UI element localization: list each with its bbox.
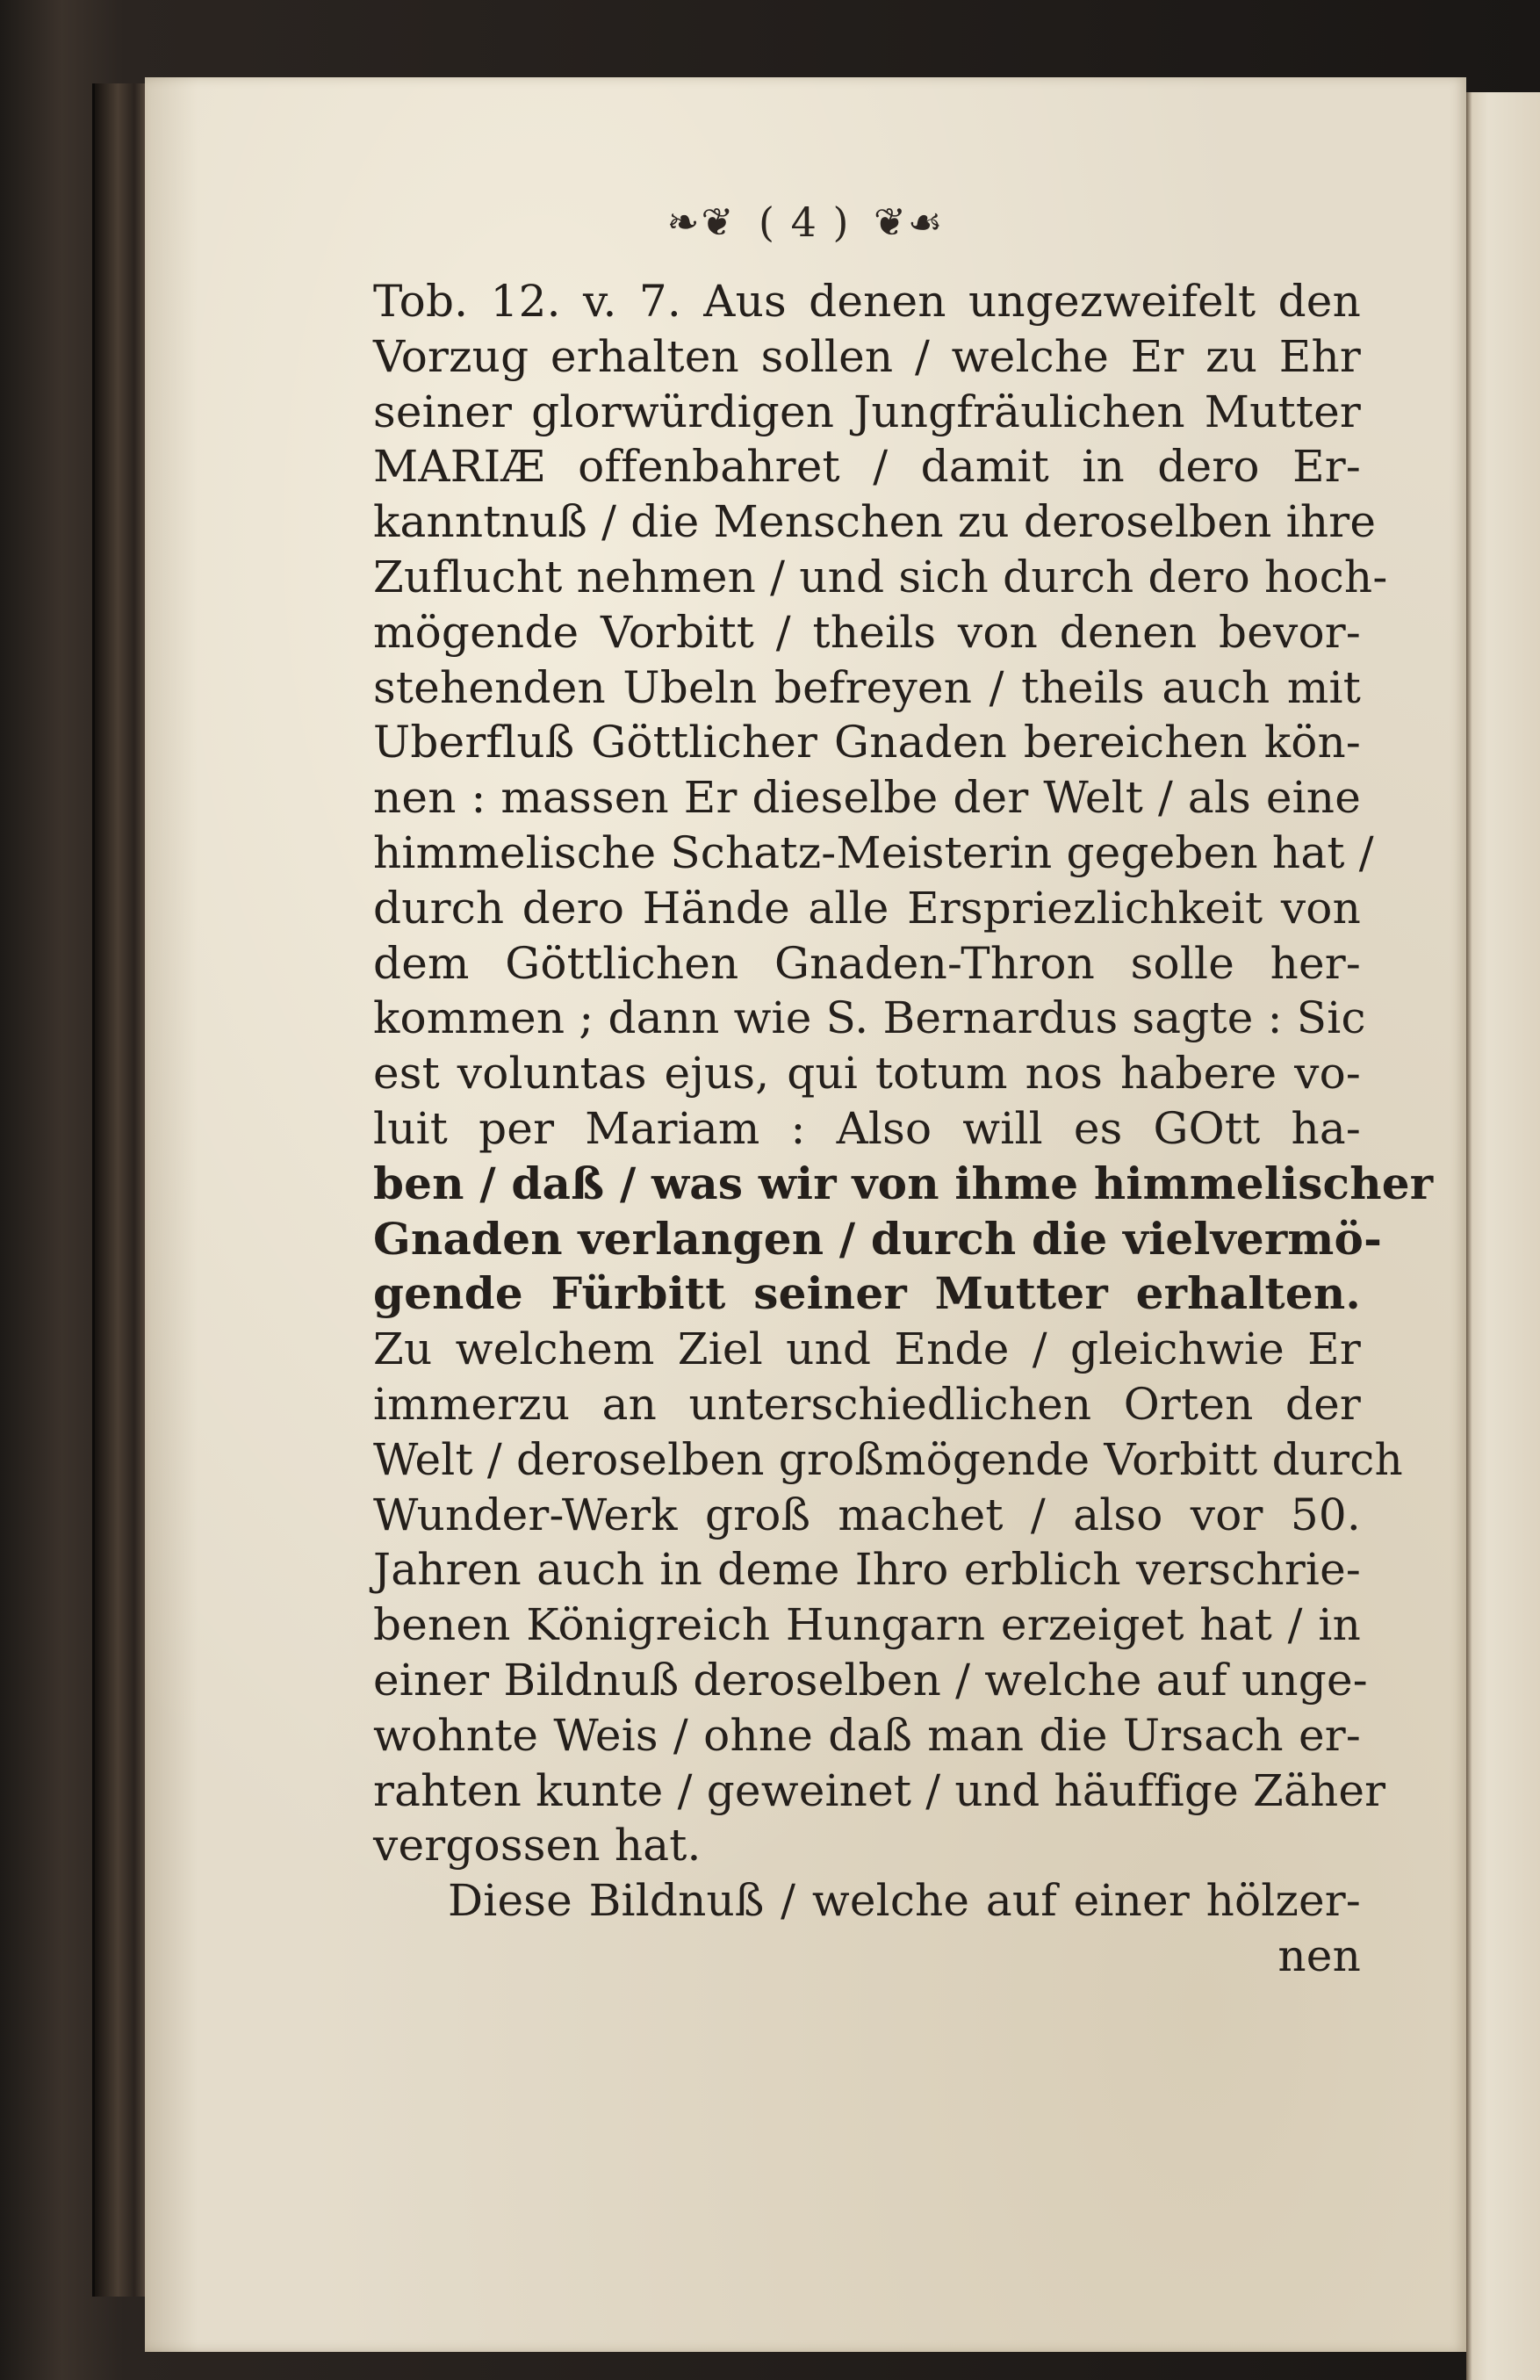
facing-page-edge [1466,92,1540,2380]
page-number: ( 4 ) [759,198,851,246]
text-line: Welt / deroselben großmögende Vorbitt durch [373,1433,1403,1485]
text-line: immerzu an unterschiedlichen Orten der [373,1378,1361,1430]
text-line: gende Fürbitt seiner Mutter erhalten. [373,1267,1361,1320]
text-line: kanntnuß / die Menschen zu deroselben ihre [373,496,1377,548]
text-line: luit per Mariam : Also will es GOtt ha- [373,1102,1361,1154]
page-header [145,195,1466,246]
text-line: ben / daß / was wir von ihme himmelischer [373,1157,1434,1209]
right-ornament-icon: ❦☙ [874,199,945,245]
text-line: Uberfluß Göttlicher Gnaden bereichen kön- [373,717,1361,768]
text-line: kommen ; dann wie S. Bernardus sagte : Sic [373,992,1366,1044]
text-line: seiner glorwürdigen Jungfräulichen Mutter [373,386,1361,437]
left-ornament-icon: ❧❦ [666,199,736,245]
text-line: himmelische Schatz-Meisterin gegeben hat / [373,826,1374,878]
text-line: benen Königreich Hungarn erzeiget hat / in [373,1599,1361,1651]
text-line: Jahren auch in deme Ihro erblich verschrie- [373,1544,1361,1596]
body-text [373,274,1434,1984]
text-line: dem Göttlichen Gnaden-Thron solle her- [373,937,1361,989]
text-line: Gnaden verlangen / durch die vielvermö- [373,1212,1383,1265]
text-line: Diese Bildnuß / welche auf einer hölzer- [448,1875,1361,1927]
text-line: Zuflucht nehmen / und sich durch dero hoch- [373,551,1388,602]
text-line: einer Bildnuß deroselben / welche auf unge- [373,1654,1368,1706]
text-line: wohnte Weis / ohne daß man die Ursach er- [373,1709,1361,1761]
text-line: Wunder-Werk groß machet / also vor 50. [373,1489,1361,1540]
text-line: MARIÆ offenbahret / damit in dero Er- [373,441,1361,493]
text-line: est voluntas ejus, qui totum nos habere vo- [373,1048,1361,1100]
text-line: stehenden Ubeln befreyen / theils auch mit [373,661,1361,713]
text-line: Tob. 12. v. 7. Aus denen ungezweifelt den [373,276,1361,327]
text-line: mögende Vorbitt / theils von denen bevor- [373,606,1361,658]
text-line: nen : massen Er dieselbe der Welt / als eine [373,772,1361,824]
text-line: rahten kunte / geweinet / und häuffige Zäher [373,1764,1386,1816]
catchword: nen [1277,1929,1361,1981]
text-line: vergossen hat. [373,1820,702,1872]
text-line: durch dero Hände alle Erspriezlichkeit von [373,882,1361,934]
text-line: Zu welchem Ziel und Ende / gleichwie Er [373,1323,1361,1375]
text-line: Vorzug erhalten sollen / welche Er zu Ehr [373,330,1361,382]
